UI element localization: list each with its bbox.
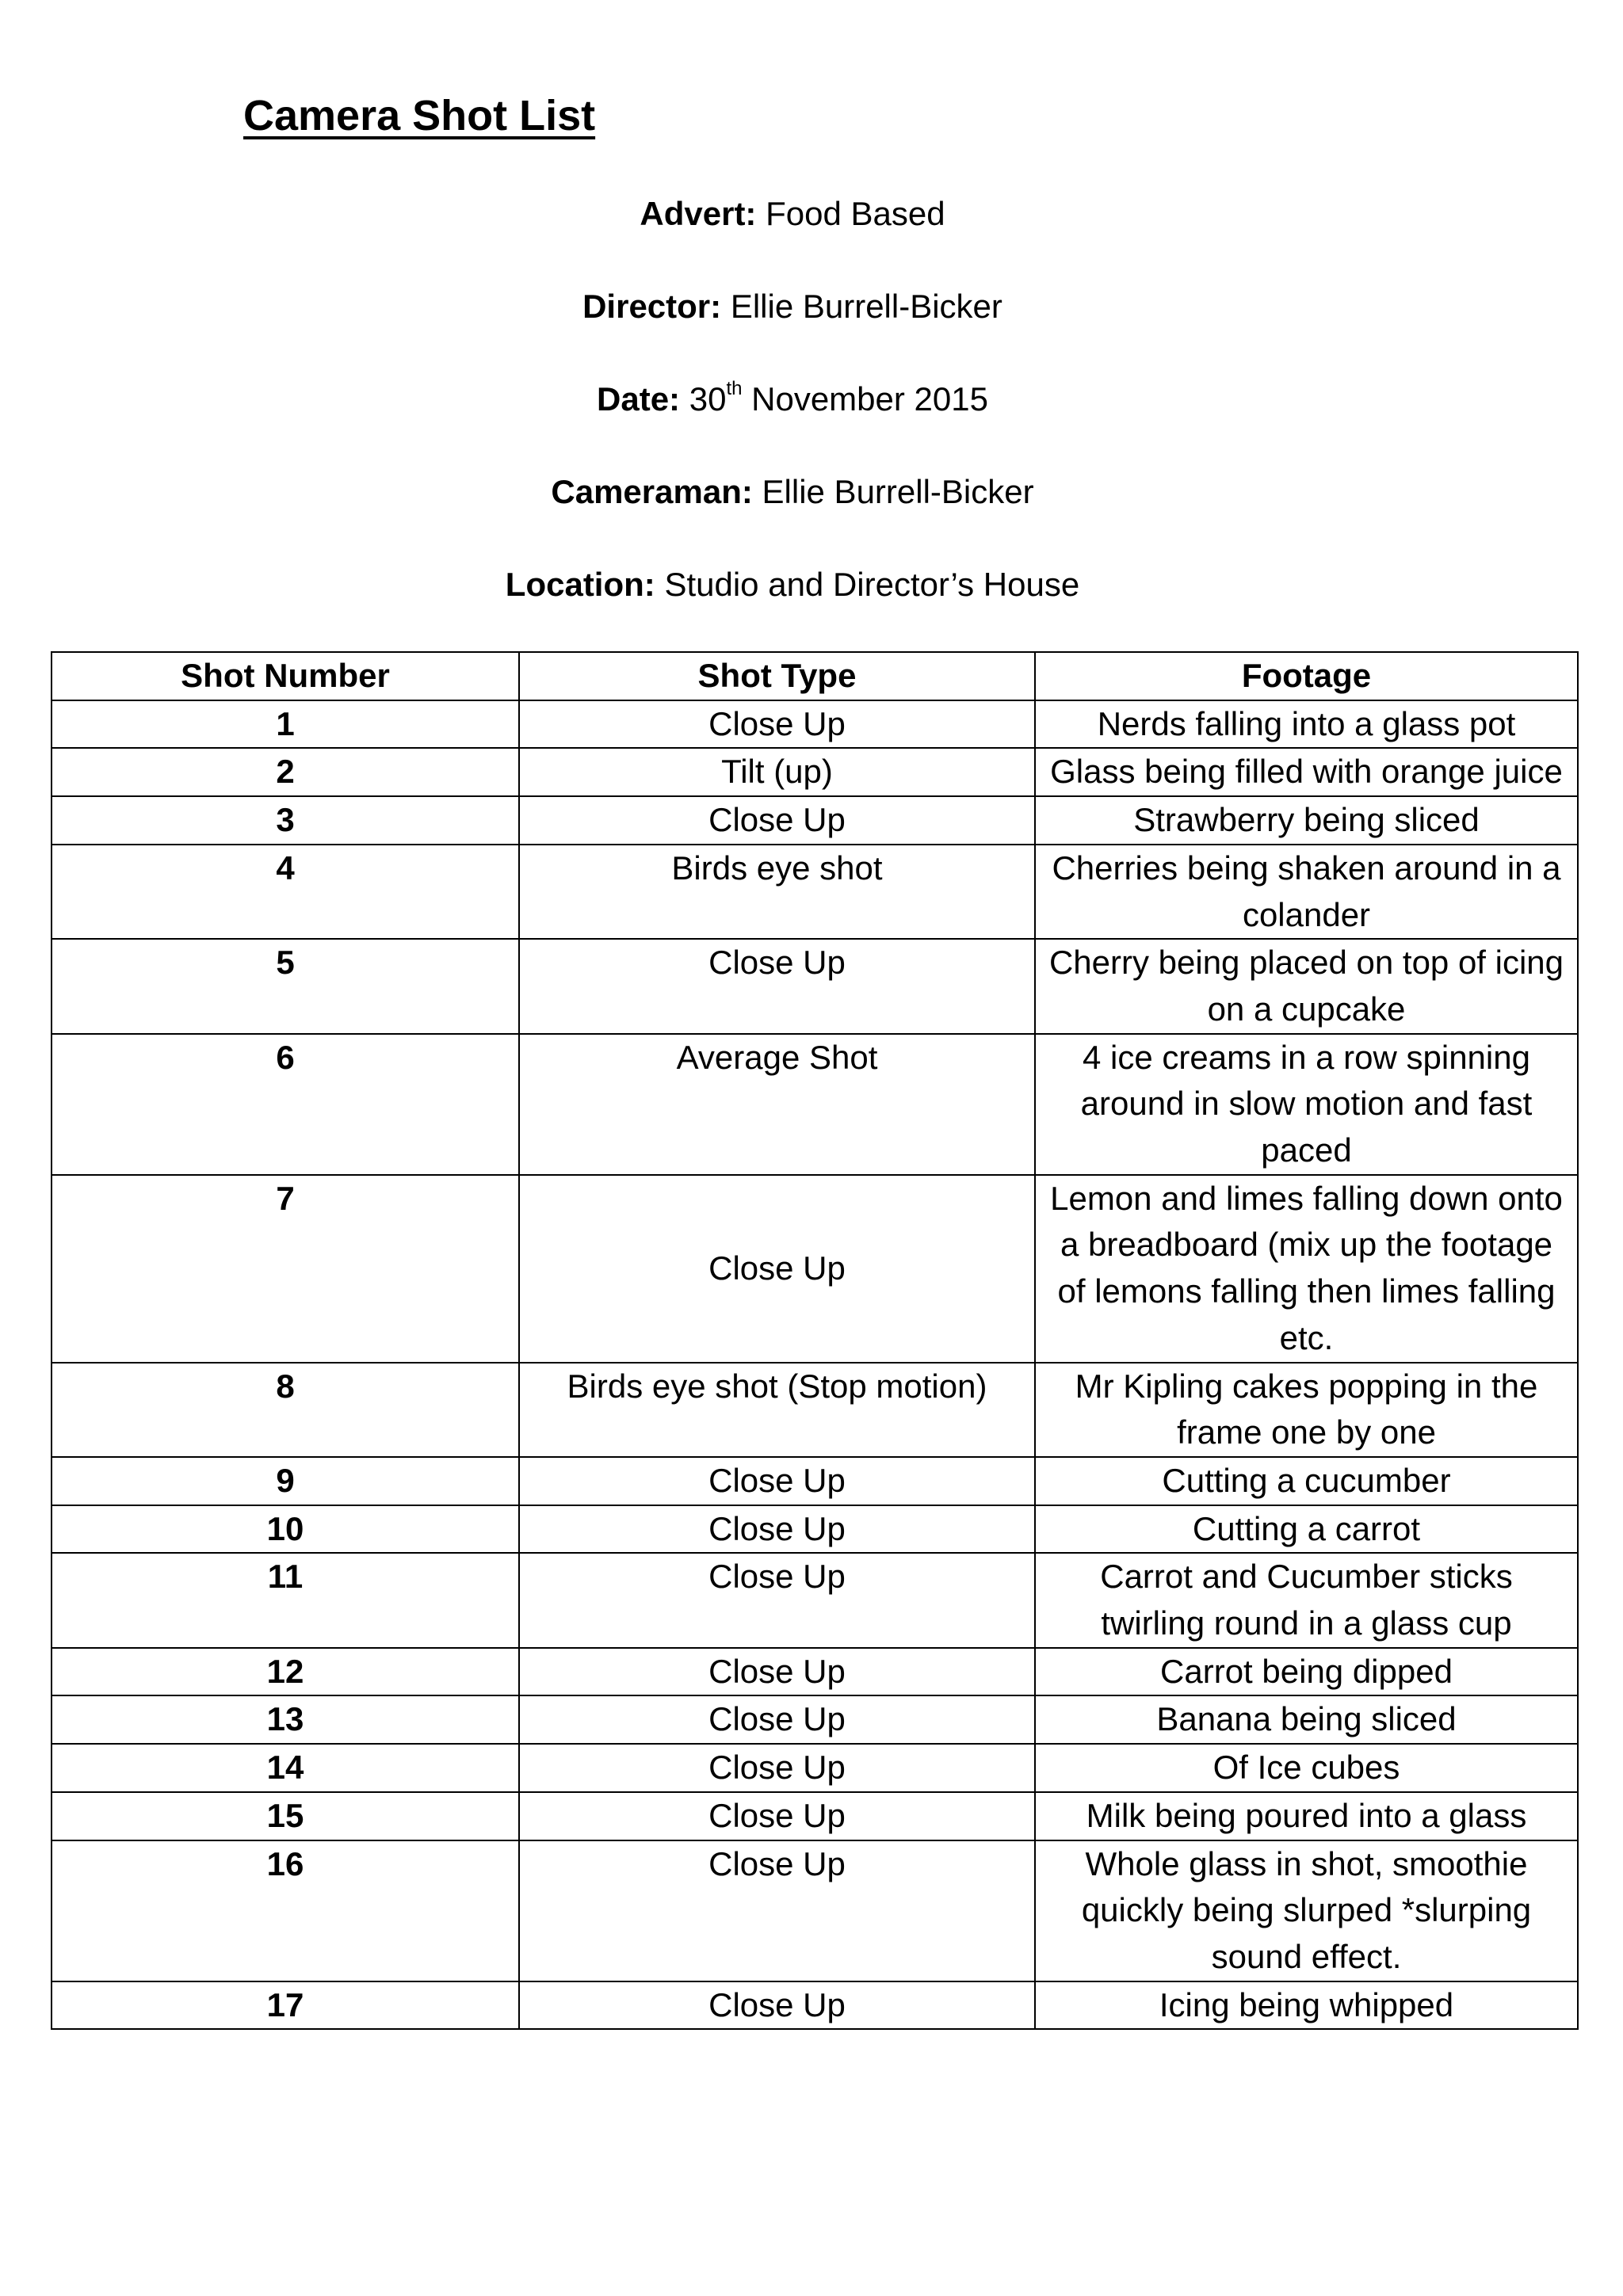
shot-number: 3: [52, 796, 519, 845]
header-shot-number: Shot Number: [52, 652, 519, 700]
table-row: [52, 939, 1578, 1033]
director-label: Director:: [582, 288, 722, 325]
table-row: [52, 1553, 1578, 1647]
shot-number: 9: [52, 1457, 519, 1505]
advert-line: [0, 190, 1585, 238]
header-footage: Footage: [1035, 652, 1578, 700]
shot-number: 1: [52, 700, 519, 749]
page-title: Camera Shot List: [243, 92, 596, 139]
shot-type: Close Up: [519, 1744, 1035, 1792]
shot-type: Close Up: [519, 796, 1035, 845]
shot-footage: Of Ice cubes: [1035, 1744, 1578, 1792]
table-row: [52, 1505, 1578, 1554]
table-row: [52, 1363, 1578, 1457]
table-row: [52, 1648, 1578, 1696]
date-suffix: th: [726, 378, 743, 399]
shot-footage: Carrot and Cucumber sticks twirling round in a glass cup: [1035, 1553, 1578, 1647]
table-row: [52, 1457, 1578, 1505]
shot-footage: Cutting a cucumber: [1035, 1457, 1578, 1505]
shot-number: 17: [52, 1981, 519, 2030]
location-value: Studio and Director’s House: [664, 566, 1080, 603]
shot-footage: Glass being filled with orange juice: [1035, 748, 1578, 796]
shot-type: Close Up: [519, 1175, 1035, 1363]
shot-footage: Cutting a carrot: [1035, 1505, 1578, 1554]
director-value: Ellie Burrell-Bicker: [730, 288, 1002, 325]
cameraman-value: Ellie Burrell-Bicker: [762, 473, 1034, 510]
advert-label: Advert:: [640, 195, 757, 232]
location-label: Location:: [505, 566, 655, 603]
date-day: 30: [689, 380, 727, 418]
shot-number: 12: [52, 1648, 519, 1696]
shot-number: 4: [52, 845, 519, 939]
shot-footage: Mr Kipling cakes popping in the frame one by one: [1035, 1363, 1578, 1457]
shot-type: Close Up: [519, 1648, 1035, 1696]
shot-type: Close Up: [519, 1981, 1035, 2030]
shot-type: Close Up: [519, 939, 1035, 1033]
shot-footage: Lemon and limes falling down onto a breadboard (mix up the footage of lemons falling then limes falling etc.: [1035, 1175, 1578, 1363]
table-row: [52, 748, 1578, 796]
cameraman-label: Cameraman:: [551, 473, 753, 510]
table-row: [52, 845, 1578, 939]
shot-footage: Banana being sliced: [1035, 1695, 1578, 1744]
table-row: [52, 1981, 1578, 2030]
shot-type: Birds eye shot: [519, 845, 1035, 939]
shot-type: Close Up: [519, 1457, 1035, 1505]
shot-footage: Nerds falling into a glass pot: [1035, 700, 1578, 749]
shot-footage: Icing being whipped: [1035, 1981, 1578, 2030]
shot-number: 14: [52, 1744, 519, 1792]
date-rest: November 2015: [751, 380, 988, 418]
shot-number: 7: [52, 1175, 519, 1363]
shot-footage: Cherry being placed on top of icing on a cupcake: [1035, 939, 1578, 1033]
table-row: [52, 1175, 1578, 1363]
shot-footage: Carrot being dipped: [1035, 1648, 1578, 1696]
table-row: [52, 1744, 1578, 1792]
date-line: [0, 376, 1585, 423]
date-label: Date:: [597, 380, 681, 418]
shot-number: 10: [52, 1505, 519, 1554]
shot-type: Close Up: [519, 1553, 1035, 1647]
shot-type: Birds eye shot (Stop motion): [519, 1363, 1035, 1457]
shot-footage: 4 ice creams in a row spinning around in slow motion and fast paced: [1035, 1034, 1578, 1175]
shot-number: 11: [52, 1553, 519, 1647]
shot-type: Close Up: [519, 1840, 1035, 1981]
shot-number: 5: [52, 939, 519, 1033]
shot-number: 15: [52, 1792, 519, 1840]
table-row: [52, 1792, 1578, 1840]
shot-type: Close Up: [519, 1505, 1035, 1554]
shot-footage: Cherries being shaken around in a colander: [1035, 845, 1578, 939]
header-shot-type: Shot Type: [519, 652, 1035, 700]
shot-number: 2: [52, 748, 519, 796]
shot-number: 8: [52, 1363, 519, 1457]
shot-number: 13: [52, 1695, 519, 1744]
shot-footage: Strawberry being sliced: [1035, 796, 1578, 845]
table-row: [52, 700, 1578, 749]
shot-type: Close Up: [519, 700, 1035, 749]
location-line: [0, 561, 1585, 608]
shot-type: Close Up: [519, 1695, 1035, 1744]
table-row: [52, 796, 1578, 845]
table-row: [52, 1840, 1578, 1981]
shot-list-table: [51, 651, 1579, 2030]
shot-footage: Milk being poured into a glass: [1035, 1792, 1578, 1840]
shot-type: Average Shot: [519, 1034, 1035, 1175]
table-row: [52, 1695, 1578, 1744]
advert-value: Food Based: [766, 195, 945, 232]
shot-footage: Whole glass in shot, smoothie quickly being slurped *slurping sound effect.: [1035, 1840, 1578, 1981]
shot-type: Tilt (up): [519, 748, 1035, 796]
cameraman-line: [0, 468, 1585, 516]
table-row: [52, 1034, 1578, 1175]
table-header-row: [52, 652, 1578, 700]
shot-number: 6: [52, 1034, 519, 1175]
director-line: [0, 283, 1585, 330]
shot-type: Close Up: [519, 1792, 1035, 1840]
shot-number: 16: [52, 1840, 519, 1981]
